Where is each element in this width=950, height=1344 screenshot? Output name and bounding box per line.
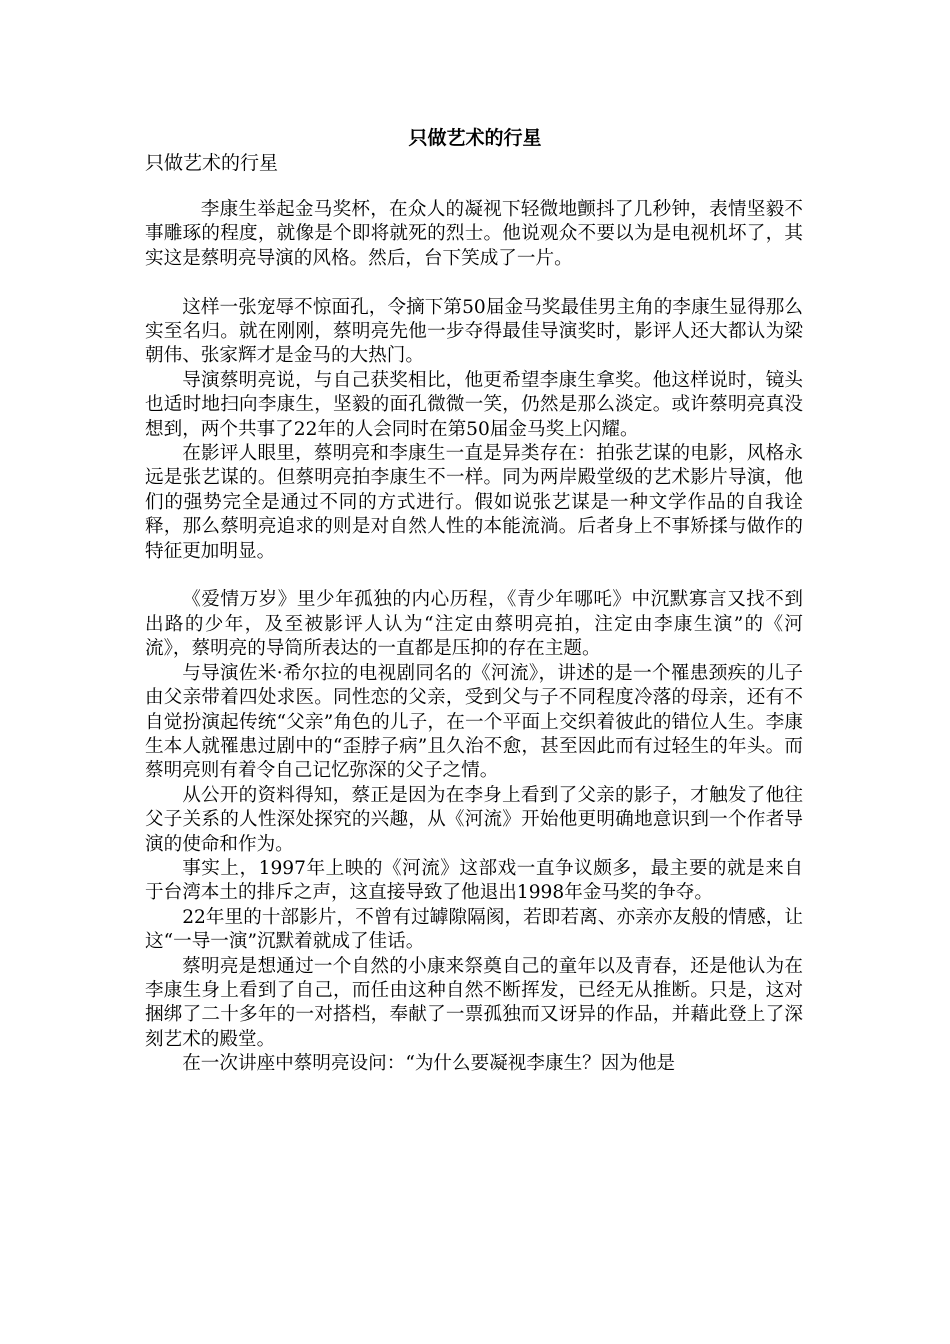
paragraph: 22年里的十部影片，不曾有过罅隙隔阂，若即若离、亦亲亦友般的情感，让这“一导一演”沉默着就成了佳话。 bbox=[145, 906, 803, 953]
paragraph: 在影评人眼里，蔡明亮和李康生一直是异类存在：拍张艺谋的电影，风格永远是张艺谋的。但蔡明亮拍李康生不一样。同为两岸殿堂级的艺术影片导演，他们的强势完全是通过不同的方式进行。假如说张艺谋是一种文学作品的自我诠释，那么蔡明亮追求的则是对自然人性的本能流淌。后者身上不事矫揉与做作的特征更加明显。 bbox=[145, 443, 803, 562]
paragraph-spacer bbox=[145, 271, 803, 295]
article-body bbox=[145, 198, 803, 1077]
paragraph: 导演蔡明亮说，与自己获奖相比，他更希望李康生拿奖。他这样说时，镜头也适时地扫向李康生，坚毅的面孔微微一笑，仍然是那么淡定。或许蔡明亮真没想到，两个共事了22年的人会同时在第50届金马奖上闪耀。 bbox=[145, 369, 803, 440]
paragraph-spacer bbox=[145, 564, 803, 588]
paragraph: 在一次讲座中蔡明亮设问：“为什么要凝视李康生？因为他是 bbox=[182, 1053, 676, 1075]
paragraph: 事实上，1997年上映的《河流》这部戏一直争议颇多，最主要的就是来自于台湾本土的排斥之声，这直接导致了他退出1998年金马奖的争夺。 bbox=[145, 857, 803, 904]
paragraph: 《爱情万岁》里少年孤独的内心历程，《青少年哪吒》中沉默寡言又找不到出路的少年，及至被影评人认为“注定由蔡明亮拍，注定由李康生演”的《河流》，蔡明亮的导筒所表达的一直都是压抑的存在主题。 bbox=[145, 589, 803, 660]
document-title: 只做艺术的行星 bbox=[408, 127, 542, 149]
paragraph: 李康生举起金马奖杯，在众人的凝视下轻微地颤抖了几秒钟，表情坚毅不事雕琢的程度，就像是个即将就死的烈士。他说观众不要以为是电视机坏了，其实这是蔡明亮导演的风格。然后，台下笑成了一片。 bbox=[145, 199, 803, 269]
document-subtitle: 只做艺术的行星 bbox=[145, 152, 279, 174]
paragraph: 蔡明亮是想通过一个自然的小康来祭奠自己的童年以及青春，还是他认为在李康生身上看到了自己，而任由这种自然不断挥发，已经无从推断。只是，这对捆绑了二十多年的一对搭档，奉献了一票孤独而又讶异的作品，并藉此登上了深刻艺术的殿堂。 bbox=[145, 955, 803, 1050]
paragraph: 与导演佐米·希尔拉的电视剧同名的《河流》，讲述的是一个罹患颈疾的儿子由父亲带着四处求医。同性恋的父亲，受到父与子不同程度冷落的母亲，还有不自觉扮演起传统“父亲”角色的儿子，在一个平面上交织着彼此的错位人生。李康生本人就罹患过剧中的“歪脖子病”且久治不愈，甚至因此而有过轻生的年头。而蔡明亮则有着令自己记忆弥深的父子之情。 bbox=[145, 662, 803, 782]
paragraph: 这样一张宠辱不惊面孔，令摘下第50届金马奖最佳男主角的李康生显得那么实至名归。就在刚刚，蔡明亮先他一步夺得最佳导演奖时，影评人还大都认为梁朝伟、张家辉才是金马的大热门。 bbox=[145, 296, 803, 367]
paragraph: 从公开的资料得知，蔡正是因为在李身上看到了父亲的影子，才触发了他往父子关系的人性深处探究的兴趣，从《河流》开始他更明确地意识到一个作者导演的使命和作为。 bbox=[145, 784, 803, 855]
